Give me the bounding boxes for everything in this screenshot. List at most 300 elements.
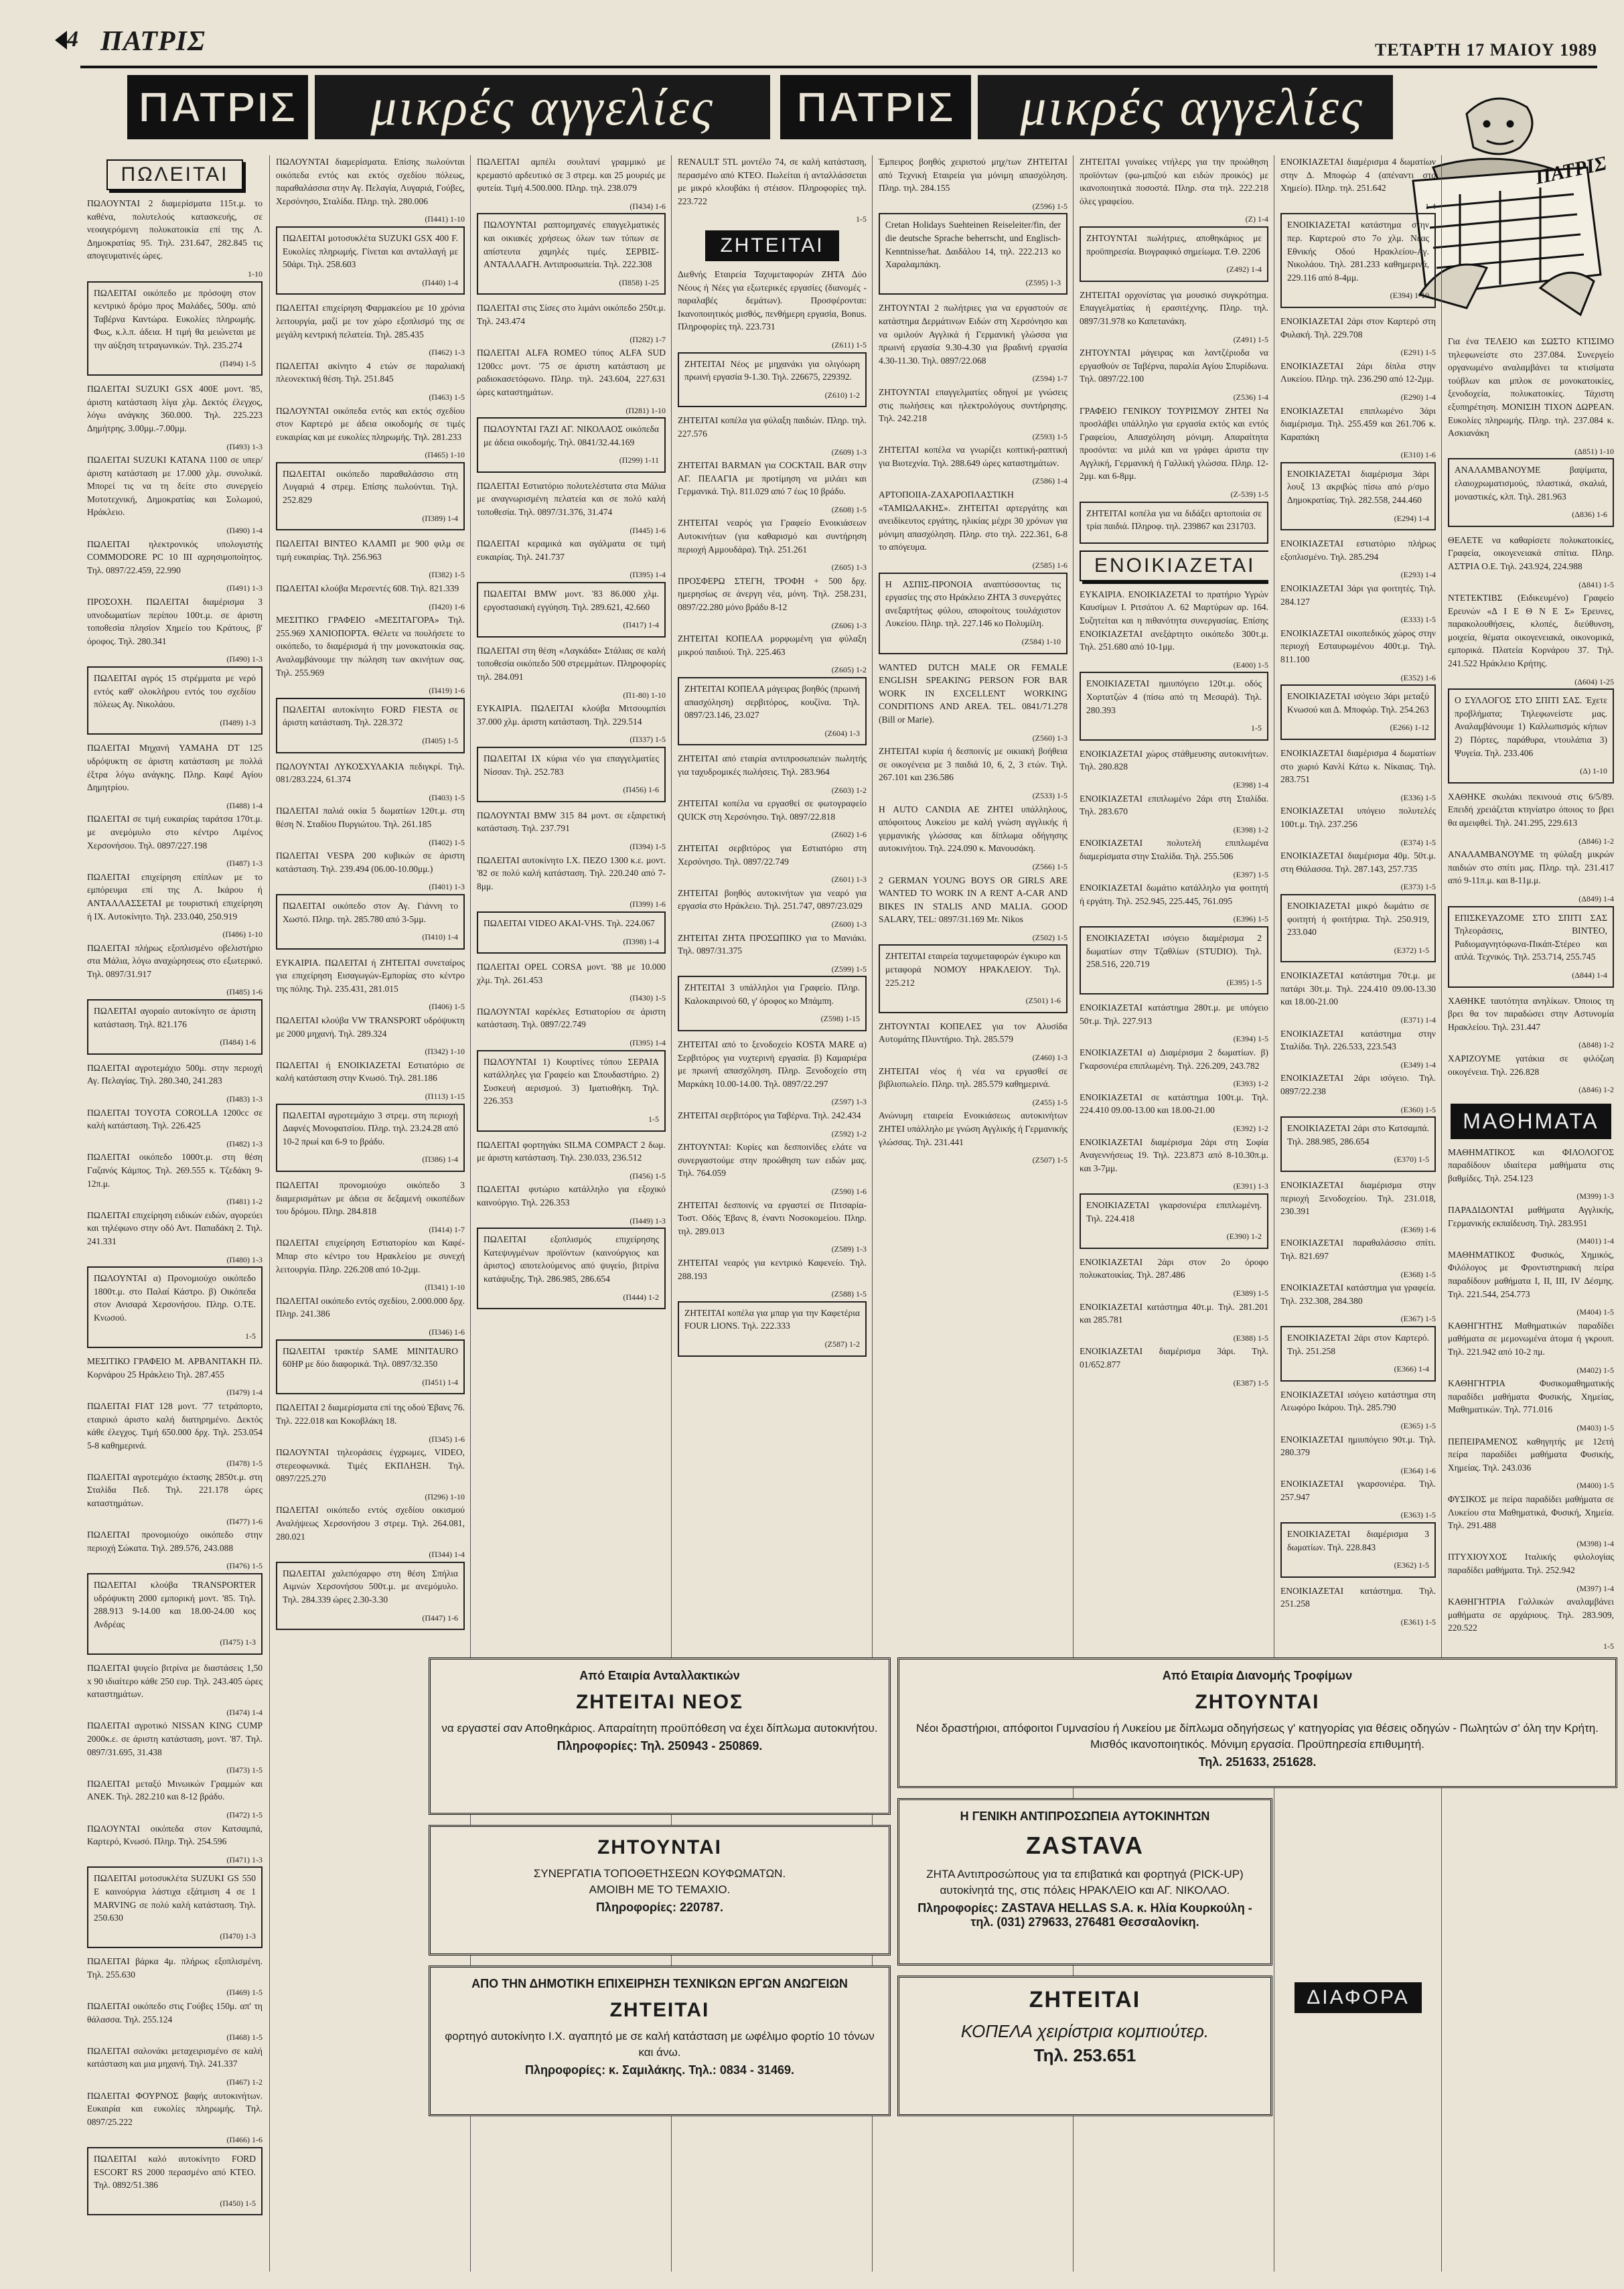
classified-ad — [1280, 627, 1436, 684]
classified-ad-text: ΕΝΟΙΚΙΑΖΕΤΑΙ μικρό δωμάτιο σε φοιτητή ή φοιτήτρια. Τηλ. 250.919, 233.040 — [1287, 900, 1429, 938]
ad-antallaktika: Από Εταιρία Ανταλλακτικών ΖΗΤΕΙΤΑΙ ΝΕΟΣ να εργαστεί σαν Αποθηκάριος. Απαραίτητη προϋπόθεση να έχει δίπλωμα αυτοκινήτου. Πληροφορίες: Τηλ. 250943 - 250869. — [429, 1657, 891, 1815]
classified-ad-code: (Π450) 1-5 — [220, 2198, 256, 2208]
classified-ad — [1280, 1477, 1436, 1522]
classified-ad — [1280, 1388, 1436, 1433]
classified-ad — [1448, 790, 1614, 848]
classified-ad-code: (Ε400) 1-5 — [1233, 660, 1268, 670]
classified-ad-text: ΕΝΟΙΚΙΑΖΕΤΑΙ υπόγειο πολυτελές 100τ.μ. Τηλ. 237.256 — [1280, 806, 1436, 829]
classified-ad-text: ΠΩΛΟΥΝΤΑΙ α) Προνομιούχο οικόπεδο 1800τ.μ. στο Παλαί Κάστρο. β) Οικόπεδα στον Ανισαρά Χερσονήσου. Πληρ. Ο.ΤΕ. Κνωσού. — [94, 1273, 256, 1323]
classified-ad-text: ΠΩΛΕΙΤΑΙ μοτοσυκλέτα SUZUKI GS 550 E καινούργια λάστιχα εξάτμιση 4 σε 1 MARVING σε πολύ καλή κατάσταση. Τηλ. 250.630 — [94, 1873, 256, 1923]
classified-ad-text: ΕΝΟΙΚΙΑΖΕΤΑΙ παραθαλάσσιο σπίτι. Τηλ. 821.697 — [1280, 1238, 1436, 1261]
classified-ad-text: ΕΝΟΙΚΙΑΖΕΤΑΙ επιπλωμένο 3άρι διαμέρισμα. Τηλ. 255.459 και 261.706 κ. Καραπάκη — [1280, 405, 1436, 442]
classified-ad-text: ΜΑΘΗΜΑΤΙΚΟΣ Φυσικός, Χημικός, Φιλόλογος με Φροντιστηριακή πείρα παραδίδουν μαθήματα I, II, III, IV Δέσμης. Τηλ. 221.544, 254.773 — [1448, 1249, 1614, 1299]
classified-ad — [477, 809, 666, 854]
classified-ad-code: (Z599) 1-5 — [831, 964, 867, 974]
classified-ad-code: (Ε293) 1-4 — [1400, 570, 1436, 580]
classified-ad-text: ΠΩΛΕΙΤΑΙ προνομιούχο οικόπεδο 3 διαμερισμάτων με άδεια σε δεξαμενή οικοπέδων του δρόμου. Πληρ. 284.818 — [276, 1180, 465, 1217]
classified-ad-code: (Π493) 1-3 — [226, 441, 263, 451]
classified-ad — [1080, 926, 1268, 994]
classified-ad-text: ΕΝΟΙΚΙΑΖΕΤΑΙ 3άρι για φοιτητές. Τηλ. 284.127 — [1280, 583, 1436, 607]
classified-ad-text: ΖΗΤΕΙΤΑΙ ΖΗΤΑ ΠΡΟΣΩΠΙΚΟ για το Μανιάκι. Τηλ. 0897/31.375 — [678, 932, 867, 956]
classified-ad — [276, 1295, 465, 1339]
column-zitountai-1 — [678, 155, 867, 1363]
classified-ad-text: ΠΩΛΕΙΤΑΙ κεραμικά και αγάλματα σε τιμή ευκαιρίας. Τηλ. 241.737 — [477, 538, 666, 562]
classified-ad-text: ΠΩΛΕΙΤΑΙ σε τιμή ευκαιρίας ταράτσα 170τ.μ. με ανεμόμυλο στο κέντρο Λιμένος Χερσονήσου. Τηλ. 0897/227.198 — [87, 814, 263, 851]
classified-ad-text: ΠΩΛΕΙΤΑΙ ή ΕΝΟΙΚΙΑΖΕΤΑΙ Εστιατόριο σε καλή κατάσταση στην Κνωσό. Τηλ. 281.186 — [276, 1059, 465, 1084]
classified-ad-code: (Z605) 1-3 — [831, 563, 867, 573]
classified-ad-text: ΕΝΟΙΚΙΑΖΕΤΑΙ διαμέρισμα 4 δωματίων στο χωριό Κανλί Κάτω κ. Νίκαιας. Τηλ. 283.751 — [1280, 747, 1436, 785]
classified-ad-text: ΕΝΟΙΚΙΑΖΕΤΑΙ 2άρι στον 2ο όροφο πολυκατοικίας. Τηλ. 287.486 — [1080, 1256, 1268, 1280]
classified-ad-code: (Π467) 1-2 — [226, 2077, 263, 2087]
classified-ad-text: ΠΩΛΕΙΤΑΙ BINTEO ΚΛΑΜΠ με 900 φιλμ σε τιμή ευκαιρίας. Τηλ. 256.963 — [276, 538, 465, 562]
classified-ad-code: (Z588) 1-5 — [831, 1289, 867, 1299]
classified-ad-code: (Z501) 1-6 — [1025, 996, 1061, 1006]
classified-ad-code: (Ε368) 1-5 — [1400, 1269, 1436, 1279]
column-diafora-mathimata — [1448, 335, 1614, 1653]
ad-koufomata: ΖΗΤΟΥΝΤΑΙ ΣΥΝΕΡΓΑΤΙΑ ΤΟΠΟΘΕΤΗΣΕΩΝ ΚΟΥΦΩΜΑΤΩΝ. ΑΜΟΙΒΗ ΜΕ ΤΟ ΤΕΜΑΧΙΟ. Πληροφορίες: 220787. — [429, 1825, 891, 1955]
classified-ad — [477, 479, 666, 537]
classified-ad — [276, 155, 465, 226]
classified-ad-text: ΖΗΤΕΙΤΑΙ Νέος με μηχανάκι για ολιγόωρη πρωινή εργασία 9-1.30. Τηλ. 226675, 229392. — [684, 358, 860, 382]
classified-ad-code: (Ε352) 1-6 — [1400, 672, 1436, 682]
classified-ad — [87, 1866, 263, 1948]
classified-ad — [678, 842, 867, 887]
classified-ad-text: ΕΝΟΙΚΙΑΖΕΤΑΙ επιπλωμένο 2άρι στη Σταλίδα. Τηλ. 283.670 — [1080, 793, 1268, 817]
classified-ad-text: ΠΩΛΟΥΝΤΑΙ 2 διαμερίσματα 115τ.μ. το καθένα, πολυτελούς κατασκευής, σε νεοαγερόμενη πολυκατοικία επί της Λ. Δημοκρατίας 95. Τηλ. 231.647, 282.845 τις απογευματινές ώρες. — [87, 198, 263, 261]
classified-ad-text: ΕΝΟΙΚΙΑΖΕΤΑΙ 2άρι στο Κατσαμπά. Τηλ. 288.985, 286.654 — [1287, 1123, 1429, 1147]
classified-ad-code: (Δ) 1-10 — [1580, 766, 1607, 776]
classified-ad-code: (Δ836) 1-6 — [1572, 510, 1607, 520]
classified-ad — [1280, 804, 1436, 849]
classified-ad-code: (Z589) 1-3 — [831, 1244, 867, 1254]
classified-ad-text: ΖΗΤΟΥΝΤΑΙ: Κυρίες και δεσποινίδες ελάτε να συνεργαστούμε στην προώθηση των ειδών μας. Τηλ. 764.059 — [678, 1142, 867, 1179]
classified-ad — [276, 1446, 465, 1503]
classified-ad-code: (Π456) 1-5 — [630, 1171, 666, 1181]
classified-ad-code: (Z602) 1-6 — [831, 830, 867, 840]
classified-ad-code: (Z594) 1-7 — [1032, 374, 1067, 384]
classified-ad-text: ΖΗΤΕΙΤΑΙ ΚΟΠΕΛΑ μορφωμένη για φύλαξη μικρού παιδιού. Τηλ. 225.463 — [678, 634, 867, 657]
classified-ad-text: ΕΝΟΙΚΙΑΖΕΤΑΙ ημιυπόγειο 120τ.μ. οδός Χορτατζών 4 (πίσω από τη Μεσαρά). Τηλ. 280.393 — [1086, 678, 1262, 715]
classified-ad-text: ΠΤΥΧΙΟΥΧΟΣ Ιταλικής φιλολογίας παραδίδει μαθήματα. Τηλ. 252.942 — [1448, 1552, 1614, 1575]
classified-ad-text: ΕΝΟΙΚΙΑΖΕΤΑΙ διαμέρισμα 3άρι. Τηλ. 01/652.877 — [1080, 1346, 1268, 1370]
classified-ad-text: ΠΩΛΕΙΤΑΙ χαλεπόχαρφο στη θέση Σπήλια Αιμνών Χερσονήσου 500τ.μ. με ανεμόμυλο. Τηλ. 284.339 ώρες 2.30-3.30 — [283, 1568, 458, 1605]
classified-ad-code: (Π414) 1-7 — [429, 1224, 465, 1234]
classified-ad-code: (Π405) 1-5 — [422, 735, 458, 745]
classified-ad-text: ΕΝΟΙΚΙΑΖΕΤΑΙ ισόγειο 3άρι μεταξύ Κνωσού και Δ. Μποφώρ. Τηλ. 254.263 — [1287, 691, 1429, 715]
classified-ad-text: ΠΩΛΕΙΤΑΙ επιχείρηση Εστιατορίου και Καφέ-Μπαρ στο κέντρο του Ηρακλείου με συνεχή λειτουργία. Πληρ. 226.208 από 10-2μμ. — [276, 1238, 465, 1274]
classified-ad-text: ΖΗΤΕΙΤΑΙ κοπέλα να γνωρίζει κοπτική-ραπτική για Βιοτεχνία. Τηλ. 288.649 ώρες καταστημάτων. — [879, 445, 1067, 468]
classified-ad-text: ΠΩΛΕΙΤΑΙ αμπέλι σουλτανί γραμμικό με κρεμαστό αρδευτικό σε 3 στρεμ. και 25 μουριές με φυτεία. Τιμή 4.500.000. Πληρ. τηλ. 238.079 — [477, 157, 666, 194]
classified-ad-text: ΠΩΛΟΥΝΤΑΙ 1) Κουρτίνες τύπου ΣΕΡΑΙΑ κατάλληλες για Γραφείο και Σπουδαστήριο. 2) Συσκευή αερισμού. 3) Ιματιοθήκη. Τηλ. 226.353 — [484, 1056, 659, 1106]
classified-ad-code: (Π337) 1-5 — [630, 735, 666, 745]
classified-ad-text: ΠΩΛΕΙΤΑΙ OPEL CORSA μοντ. '88 με 10.000 χλμ. Τηλ. 261.453 — [477, 962, 666, 985]
classified-ad-text: ΕΝΟΙΚΙΑΖΕΤΑΙ σε κατάστημα 100τ.μ. Τηλ. 224.410 09.00-13.00 και 18.00-21.00 — [1080, 1092, 1268, 1116]
classified-ad-text: ΠΡΟΣΟΧΗ. ΠΩΛΕΙΤΑΙ διαμέρισμα 3 υπνοδωματίων περίπου 100τ.μ. σε άριστη τοποθεσία πλησίον Χημείο του Κράτους, β' όροφος. Τηλ. 280.341 — [87, 597, 263, 646]
classified-ad-text: ΠΩΛΕΙΤΑΙ κλούβα TRANSPORTER υδρόψυκτη 2000 εμπορική μοντ. '85. Τηλ. 288.913 9-14.00 και 18.00-24.00 κος Ανδρέας — [94, 1580, 256, 1629]
classified-ad-code: (Π296) 1-10 — [425, 1491, 465, 1501]
classified-ad-text: ΕΝΟΙΚΙΑΖΕΤΑΙ διαμέρισμα στην περιοχή Ξενοδοχείου. Τηλ. 231.018, 230.391 — [1280, 1180, 1436, 1217]
classified-ad — [87, 741, 263, 812]
banner-logo-right: ΠΑΤΡΙΣ — [780, 75, 971, 139]
classified-ad-text: ΖΗΤΟΥΝΤΑΙ μάγειρας και λαντζέριοδα να εργασθούν σε Ταβέρνα, παραλία Αγίου Σπυρίδωνα. Τηλ. 0897/22.100 — [1080, 348, 1268, 384]
classified-ad-code: (Π485) 1-6 — [226, 987, 263, 997]
classified-ad-text: ΦΥΣΙΚΟΣ με πείρα παραδίδει μαθήματα σε Λυκείου στα Μαθηματικά, Φυσική, Χημεία. Τηλ. 291.488 — [1448, 1493, 1614, 1531]
classified-ad-text: ΕΝΟΙΚΙΑΖΕΤΑΙ διαμέρισμα 3άρι λουξ 13 ακριβώς πίσω από ρ/σμο Δημοκρατίας. Τηλ. 282.558, 244.460 — [1287, 468, 1429, 506]
classified-ad — [276, 360, 465, 404]
classified-ad — [1448, 906, 1614, 988]
classified-ad — [477, 702, 666, 747]
classified-ad-text: ΠΩΛΕΙΤΑΙ αγροτεμάχιο έκτασης 2850τ.μ. στη Σταλίδα Πεδ. Τηλ. 221.178 ώρες καταστημάτων. — [87, 1471, 263, 1509]
svg-text:ΠΑΤΡΙΣ: ΠΑΤΡΙΣ — [1533, 152, 1609, 189]
classified-ad-text: ΖΗΤΕΙΤΑΙ ΚΟΠΕΛΑ μάγειρας βοηθός (πρωινή απασχόληση) σερβιτόρος, κουζίνα. Τηλ. 0897/23.146, 23.027 — [684, 684, 860, 721]
classified-ad — [477, 1005, 666, 1050]
classified-ad-text: ΑΡΤΟΠΟΙΙΑ-ΖΑΧΑΡΟΠΛΑΣΤΙΚΗ «ΤΑΜΙΩΛΑΚΗΣ». ΖΗΤΕΙΤΑΙ αρτεργάτης και ανειδίκευτος εργάτης, ηλικίας μέχρι 30 χρόνων για μόνιμη απασχόληση. Πληρ. στο τηλ. 222.361, 6-8 το απόγευμα. — [879, 490, 1067, 552]
classified-ad-code: (Π466) 1-6 — [226, 2135, 263, 2145]
classified-ad-code: (Π399) 1-6 — [630, 899, 666, 909]
classified-ad — [87, 1106, 263, 1151]
classified-ad-text: ΠΩΛΕΙΤΑΙ στις Σίσες στο λιμάνι οικόπεδο 250τ.μ. Τηλ. 243.474 — [477, 303, 666, 326]
classified-ad-text: ΠΩΛΕΙΤΑΙ καλό αυτοκίνητο FORD ESCORT RS 2000 περασμένο από ΚΤΕΟ. Τηλ. 0892/51.386 — [94, 2154, 256, 2191]
classified-ad — [678, 976, 867, 1031]
classified-ad-code: (Z593) 1-5 — [1032, 431, 1067, 441]
classified-ad-text: ΖΗΤΕΙΤΑΙ BARMAN για COCKTAIL BAR στην ΑΓ. ΠΕΛΑΓΙΑ με προτίμηση να μιλάει και Γερμανικά. Τηλ. 811.029 από 7 έως 10 βράδυ. — [678, 460, 867, 497]
classified-ad-code: (Ε392) 1-2 — [1233, 1124, 1268, 1134]
classified-ad-code: (Ε366) 1-4 — [1394, 1364, 1429, 1374]
classified-ad-text: ΠΩΛΟΥΝΤΑΙ ΓΑΖΙ ΑΓ. ΝΙΚΟΛΑΟΣ οικόπεδα με άδεια οικοδομής. Τηλ. 0841/32.44.169 — [484, 424, 659, 447]
classified-ad-code: (Π447) 1-6 — [422, 1613, 458, 1623]
classified-ad — [477, 301, 666, 346]
classified-ad-code: (Π476) 1-5 — [226, 1561, 263, 1571]
classified-ad — [1080, 1046, 1268, 1091]
classified-ad-text: ΖΗΤΕΙΤΑΙ κοπέλα για φύλαξη παιδιών. Πληρ. τηλ. 227.576 — [678, 415, 867, 439]
classified-ad-text: ΠΩΛΕΙΤΑΙ αγροτεμάχιο 500μ. στην περιοχή Αγ. Πελαγίας. Τηλ. 280.340, 241.283 — [87, 1062, 263, 1086]
classified-ad-code: (Z566) 1-5 — [1032, 861, 1067, 871]
classified-ad — [678, 632, 867, 677]
classified-ad-code: (Ε397) 1-5 — [1233, 869, 1268, 879]
classified-ad — [1280, 1281, 1436, 1326]
classified-ad-code: (Π282) 1-7 — [630, 334, 666, 344]
classified-ad-text: Η AUTO CANDIA AE ZHTEI υπάλληλους, απόφοιτους Λυκείου με καλή γνώση αγγλικής ή γερμανικής γλώσσας και δίπλωμα οδήγησης αυτοκινήτου. Τηλ. 224.090 κ. Μανουσάκη. — [879, 804, 1067, 854]
classified-ad-text: ΖΗΤΕΙΤΑΙ νεαρός για κεντρικό Καφενείο. Τηλ. 288.193 — [678, 1257, 867, 1281]
classified-ad-code: (Π471) 1-3 — [226, 1854, 263, 1864]
classified-ad-text: ΚΑΘΗΓΗΤΗΣ Μαθηματικών παραδίδει μαθήματα σε μεμονωμένα άτομα ή γκρουπ. Τηλ. 221.942 από 10-2 πμ. — [1448, 1320, 1614, 1357]
classified-ad-text: ΕΝΟΙΚΙΑΖΕΤΑΙ γκαρσονιέρα επιπλωμένη. Τηλ. 224.418 — [1086, 1200, 1262, 1224]
classified-ad — [276, 1179, 465, 1236]
classified-ad-code: (Μ397) 1-4 — [1576, 1583, 1614, 1593]
classified-ad — [1280, 360, 1436, 404]
classified-ad — [678, 414, 867, 459]
classified-ad-text: ΕΥΚΑΙΡΙΑ. ΠΩΛΕΙΤΑΙ ή ΖΗΤΕΙΤΑΙ συνεταίρος για επιχείρηση Εισαγωγών-Εμπορίας στο κέντρο της πόλης. Τηλ. 235.431, 281.015 — [276, 957, 465, 994]
classified-ad — [87, 1471, 263, 1528]
classified-ad-text: ΕΝΟΙΚΙΑΖΕΤΑΙ κατάστημα 70τ.μ. με πατάρι 30τ.μ. Τηλ. 224.410 09.00-13.30 και 18.00-21.00 — [1280, 970, 1436, 1007]
classified-ad — [678, 575, 867, 632]
classified-ad-code: (Z608) 1-5 — [831, 504, 867, 514]
classified-ad — [678, 1140, 867, 1198]
classified-ad — [477, 213, 666, 295]
classified-ad — [1448, 1248, 1614, 1319]
classified-ad-text: ΠΩΛΕΙΤΑΙ SUZUKI KATANA 1100 σε υπερ/άριστη κατάσταση με 17.000 χλμ. συνολικά. Μπορεί τις να τη δείτε στο συνεργείο Μοτοτεχνική, Δημοκρατίας και Σολωμού, Ηράκλειο. — [87, 455, 263, 518]
classified-ad-text: ΠΩΛΕΙΤΑΙ τρακτέρ SAME MINITAURO 60HP με δύο διαφορικά. Τηλ. 0897/32.350 — [283, 1345, 458, 1370]
classified-ad — [879, 488, 1067, 573]
classified-ad-text: ΑΝΑΛΑΜΒΑΝΟΥΜΕ τη φύλαξη μικρών παιδιών στο σπίτι μας. Πληρ. τηλ. 231.417 από 9-11π.μ. και 8-11μ.μ. — [1448, 849, 1614, 886]
classified-ad-code: (Π473) 1-5 — [226, 1765, 263, 1775]
classified-ad-code: (Ε333) 1-5 — [1400, 615, 1436, 625]
classified-ad — [87, 1822, 263, 1867]
classified-ad-text: ΠΩΛΕΙΤΑΙ φορτηγάκι SILMA COMPACT 2 δωμ. με άριστη κατάσταση. Τηλ. 230.033, 236.512 — [477, 1139, 666, 1163]
classified-ad — [1280, 213, 1436, 308]
classified-ad-code: 1-5 — [1603, 1641, 1614, 1651]
classified-ad-code: (Μ404) 1-5 — [1576, 1307, 1614, 1317]
classified-ad — [477, 155, 666, 213]
ad-zastava: Η ΓΕΝΙΚΗ ΑΝΤΙΠΡΟΣΩΠΕΙΑ ΑΥΤΟΚΙΝΗΤΩΝ ZASTAVA ΖΗΤΑ Αντιπροσώπους για τα επιβατικά και φορτηγά (PICK-UP) αυτοκίνητά της, στις πόλεις ΗΡΑΚΛΕΙΟ και ΑΓ. ΝΙΚΟΛΑΟ. Πληροφορίες: ZASTAVA HELLAS S.A. κ. Ηλία Κουρκούλη - τηλ. (031) 279633, 276481 Θεσσαλονίκη. — [897, 1798, 1272, 1966]
classified-ad — [1080, 881, 1268, 926]
classified-ad-code: (Z606) 1-3 — [831, 620, 867, 630]
column-enoikiazetai — [1280, 155, 1436, 1629]
classified-ad-text: ΜΕΣΙΤΙΚΟ ΓΡΑΦΕΙΟ Μ. ΑΡΒΑΝΙΤΑΚΗ Πλ. Κορνάρου 25 Ηράκλειο Τηλ. 287.455 — [87, 1356, 263, 1380]
classified-ad-text: ΖΗΤΕΙΤΑΙ 3 υπάλληλοι για Γραφείο. Πληρ. Καλοκαιρινού 60, γ' όροφος κο Μπάμπη. — [684, 982, 860, 1006]
classified-ad-code: (Z536) 1-4 — [1233, 392, 1268, 402]
classified-ad-code: (Ε396) 1-5 — [1233, 914, 1268, 924]
page-arrow-icon — [55, 31, 67, 50]
classified-ad-text: ΠΩΛΕΙΤΑΙ SUZUKI GSX 400E μοντ. '85, άριστη κατάσταση λίγα χλμ. Δεκτός έλεγχος, λόγω ανάγκης 360.000. Τηλ. 225.223 Δημήτρης. 3.00μμ.-7.00μμ. — [87, 384, 263, 433]
classified-ad — [879, 944, 1067, 1013]
classified-ad-code: (Ε371) 1-4 — [1400, 1015, 1436, 1025]
classified-ad-text: ΚΑΘΗΓΗΤΡΙΑ Φυσικομαθηματικής παραδίδει μαθήματα Φυσικής, Χημείας, Μαθηματικών. Τηλ. 771.016 — [1448, 1378, 1614, 1415]
classified-ad-code: (Π489) 1-3 — [220, 717, 256, 727]
classified-ad-code: (Ε360) 1-5 — [1400, 1104, 1436, 1114]
classified-ad — [87, 1777, 263, 1822]
classified-ad — [1280, 537, 1436, 582]
classified-ad-code: 1-5 — [648, 1114, 659, 1124]
classified-ad — [1280, 1326, 1436, 1382]
classified-ad-text: ΕΝΟΙΚΙΑΖΕΤΑΙ κατάστημα στην Σταλίδα. Τηλ. 226.533, 223.543 — [1280, 1028, 1436, 1052]
classified-ad-text: ΠΩΛΕΙΤΑΙ αυτοκίνητο Ι.Χ. ΠΕΖΟ 1300 κ.ε. μοντ. '82 σε πολύ καλή κατάσταση. Τηλ. 220.240 από 7-8μμ. — [477, 855, 666, 891]
classified-ad-text: ΠΩΛΕΙΤΑΙ 2 διαμερίσματα επί της οδού Έβανς 76. Τηλ. 222.018 και Κοκοβλάκη 18. — [276, 1402, 465, 1426]
classified-ad-text: ΠΩΛΟΥΝΤΑΙ ραπτομηχανές επαγγελματικές και οικιακές χρήσεως όλων των τύπων σε απίστευτα χαμηλές τιμές. ΣΕΡΒΙΣ-ΑΝΤΑΛΛΑΓΗ. Αντιπροσωπεία. Τηλ. 222.308 — [484, 220, 659, 270]
classified-ad-code: (Z611) 1-5 — [832, 340, 867, 350]
classified-ad-text: ΕΝΟΙΚΙΑΖΕΤΑΙ γκαρσονιέρα. Τηλ. 257.947 — [1280, 1479, 1436, 1502]
classified-ad-text: ΑΝΑΛΑΜΒΑΝΟΥΜΕ βαψίματα, ελαιοχρωματισμούς, πλαστικά, σκαλιά, μοναστικές, κλπ. Τηλ. 281.963 — [1455, 465, 1607, 502]
classified-ad — [87, 1266, 263, 1348]
classified-ad-text: ΕΝΟΙΚΙΑΖΕΤΑΙ 2άρι στον Καρτερό στη Φυλακή. Τηλ. 229.708 — [1280, 315, 1436, 340]
classified-ad-text: ΝΤΕΤΕΚΤΙΒΣ (Ειδικευμένο) Γραφείο Ερευνών «Δ Ι Ε Θ Ν Ε Σ» Έρευνες, παρακολουθήσεις, κλοπές, διεύθυνση, μοιχεία, θέματα οικογενειακά, οικονομικά, εμπορικά. Πλατεία Κορνάρου 37. Τηλ. 241.522 Ηράκλειο Κρήτης. — [1448, 593, 1614, 669]
classified-ad-text: ΕΝΟΙΚΙΑΖΕΤΑΙ διαμέρισμα 3 δωματίων. Τηλ. 228.843 — [1287, 1529, 1429, 1552]
classified-ad-code: (Ε336) 1-5 — [1400, 792, 1436, 802]
classified-ad-text: ΠΩΛΕΙΤΑΙ TOYOTA COROLLA 1200cc σε καλή κατάσταση. Τηλ. 226.425 — [87, 1107, 263, 1131]
classified-ad-code: (Ε290) 1-4 — [1400, 392, 1436, 402]
classified-ad — [1080, 836, 1268, 881]
classified-ad-text: ΖΗΤΕΙΤΑΙ κοπέλα για μπαρ για την Καφετέρια FOUR LIONS. Τηλ. 222.333 — [684, 1307, 860, 1331]
classified-ad-code: (Z492) 1-4 — [1226, 265, 1262, 275]
classified-ad-code: 1-10 — [248, 269, 263, 279]
classified-ad-code: (Δ846) 1-2 — [1578, 1085, 1614, 1095]
classified-ad-text: ΧΑΡΙΖΟΥΜΕ γατάκια σε φιλόζωη οικογένεια. Τηλ. 226.828 — [1448, 1053, 1614, 1077]
classified-ad — [1448, 688, 1614, 784]
classified-ad — [477, 1228, 666, 1309]
classified-ad-text: ΕΝΟΙΚΙΑΖΕΤΑΙ κατάστημα για γραφεία. Τηλ. 232.308, 284.380 — [1280, 1282, 1436, 1306]
classified-ad-text: Έμπειρος βοηθός χειριστού μηχ/των ΖΗΤΕΙΤΑΙ από Τεχνική Εταιρεία για μόνιμη απασχόληση. Πληρ. τηλ. 284.155 — [879, 157, 1067, 194]
classified-ad-code: (Ε364) 1-6 — [1400, 1465, 1436, 1475]
classified-ad — [1280, 404, 1436, 462]
classified-ad — [879, 803, 1067, 874]
page-number: 4 — [67, 27, 78, 52]
classified-ad-code: (Π494) 1-5 — [220, 358, 256, 368]
classified-ad — [477, 417, 666, 473]
classified-ad-code: (Π474) 1-4 — [226, 1707, 263, 1717]
classified-ad — [1080, 502, 1268, 544]
classified-ad-code: (Ε390) 1-2 — [1226, 1232, 1262, 1242]
issue-date: ΤΕΤΑΡΤΗ 17 ΜΑΙΟΥ 1989 — [1375, 40, 1597, 60]
classified-ad — [276, 849, 465, 894]
classified-ad-code: (Π490) 1-3 — [226, 654, 263, 664]
classified-ad — [1448, 1319, 1614, 1377]
classifieds-banner — [127, 75, 1467, 139]
classified-ad — [1280, 1027, 1436, 1072]
classified-ad — [477, 644, 666, 702]
classified-ad — [276, 698, 465, 753]
classified-ad — [87, 595, 263, 666]
classified-ad-text: ΠΩΛΕΙΤΑΙ επιχείρηση επίπλων με το εμπόρευμα επί της Λ. Ικάρου ή ΑΝΤΑΛΛΑΣΣΕΤΑΙ με τουριστική επιχείρηση ή ΙΧ. Αυτοκίνητο. Τηλ. 233.040, 250.919 — [87, 871, 263, 921]
classified-ad-code: (Π491) 1-3 — [226, 583, 263, 593]
classified-ad — [477, 911, 666, 954]
classified-ad-text: ΕΝΟΙΚΙΑΖΕΤΑΙ κατάστημα. Τηλ. 251.258 — [1280, 1585, 1436, 1609]
classified-ad-text: ΧΑΘΗΚΕ ταυτότητα ανηλίκων. Όποιος τη βρει θα τον παραδώσει στην Αστυνομία Ηρακλείου. Τηλ. 231.447 — [1448, 995, 1614, 1032]
classified-ad-text: Ανώνυμη εταιρεία Ενοικιάσεως αυτοκινήτων ΖΗΤΕΙ υπάλληλο με γνώση Αγγλικής ή Γερμανικής γλώσσας. Τηλ. 231.441 — [879, 1110, 1067, 1147]
classified-ad — [879, 573, 1067, 654]
classified-ad-code: (Π434) 1-6 — [630, 201, 666, 211]
classified-ad — [87, 382, 263, 453]
classified-ad — [1280, 1179, 1436, 1236]
classified-ad-code: (Π419) 1-6 — [429, 686, 465, 696]
classified-ad — [87, 1151, 263, 1208]
classified-ad — [87, 1400, 263, 1471]
classified-ad-code: (Π113) 1-15 — [425, 1092, 465, 1102]
classified-ad — [1280, 1522, 1436, 1578]
classified-ad-code: (Δ841) 1-5 — [1578, 579, 1614, 589]
classified-ad — [1448, 1052, 1614, 1097]
classified-ad-text: ΠΩΛΕΙΤΑΙ οικόπεδο εντός σχεδίου οικισμού Αναλήψεως Χερσονήσου 3 στρεμ. Τηλ. 264.081, 280.021 — [276, 1505, 465, 1542]
classified-ad — [87, 2000, 263, 2045]
classified-ad — [879, 386, 1067, 443]
classified-ad — [1080, 672, 1268, 740]
classified-ad — [1080, 747, 1268, 792]
column-poleitai-3 — [477, 155, 666, 1316]
column-poleitai-1 — [87, 155, 263, 2222]
classified-ad-code: (Π470) 1-3 — [220, 1931, 256, 1941]
classified-ad-code: (Z585) 1-6 — [1032, 561, 1067, 571]
classified-ad — [678, 887, 867, 932]
classified-ad-text: Cretan Holidays Suehteinen Reiseleiter/fin, der die deutsche Sprache beherrscht, und Englisch-Kenntnisse/hat. Δαιδάλου 14, τηλ. 222.213 κο Χαραλαμπάκη. — [885, 220, 1061, 270]
classified-ad-text: ΕΝΟΙΚΙΑΖΕΤΑΙ διαμέρισμα 2άρι στη Σοφία Αναγεννήσεως 19. Τηλ. 223.873 από 8-10.30π.μ. και 3-7μμ. — [1080, 1136, 1268, 1173]
classified-ad-code: (Ε374) 1-5 — [1400, 837, 1436, 847]
classified-ad — [87, 1528, 263, 1573]
classified-ad-text: ΖΗΤΕΙΤΑΙ νέος ή νέα να εργασθεί σε βιβλιοπωλείο. Πληρ. τηλ. 285.579 καθημερινά. — [879, 1065, 1067, 1090]
classified-ad-code: (Π382) 1-5 — [429, 570, 465, 580]
classified-ad — [276, 1503, 465, 1561]
classified-ad — [276, 404, 465, 462]
classified-ad — [276, 760, 465, 805]
classified-ad — [1280, 1072, 1436, 1116]
classified-ad — [87, 453, 263, 538]
classified-ad-code: (Π420) 1-6 — [429, 601, 465, 611]
classified-ad-code: (Ε394) 1-10 — [1390, 291, 1429, 301]
classified-ad — [87, 1355, 263, 1400]
header-rule — [80, 66, 1597, 68]
classified-ad-text: ΚΑΘΗΓΗΤΡΙΑ Γαλλικών αναλαμβάνει μαθήματα σε αρχάριους. Τηλ. 283.909, 220.522 — [1448, 1597, 1614, 1633]
classified-ad-text: ΠΩΛΕΙΤΑΙ ακίνητο 4 ετών σε παραλιακή πλεονεκτική θέση. Τηλ. 251.845 — [276, 360, 465, 384]
classified-ad-text: ΠΩΛΕΙΤΑΙ BMW μοντ. '83 86.000 χλμ. εργοστασιακή εγγύηση. Τηλ. 289.621, 42.660 — [484, 589, 659, 612]
classified-ad-text: ΖΗΤΟΥΝΤΑΙ ΚΟΠΕΛΕΣ για τον Αλυσίδα Αυτομάτης Πλυντήριο. Τηλ. 285.579 — [879, 1021, 1067, 1045]
classified-ad-code: (Ε369) 1-6 — [1400, 1224, 1436, 1234]
classified-ad-code: (Z586) 1-4 — [1032, 476, 1067, 486]
classified-ad — [276, 1401, 465, 1446]
classified-ad-text: ΠΩΛΟΥΝΤΑΙ BMW 315 84 μοντ. σε εξαιρετική κατάσταση. Τηλ. 237.791 — [477, 810, 666, 834]
classified-ad — [87, 1061, 263, 1106]
classified-ad-code: (Z609) 1-3 — [831, 447, 867, 457]
classified-ad — [1448, 458, 1614, 526]
classified-ad — [276, 1339, 465, 1395]
classified-ad-code: (Δ848) 1-2 — [1578, 1040, 1614, 1050]
classified-ad-text: ΠΩΛΕΙΤΑΙ οικόπεδο εντός σχεδίου, 2.000.000 δρχ. Πληρ. 241.386 — [276, 1295, 465, 1319]
classified-ad-code: 1-5 — [245, 1331, 256, 1341]
paper-name: ΠΑΤΡΙΣ — [100, 26, 206, 57]
classified-ad-text: RENAULT 5TL μοντέλο 74, σε καλή κατάσταση, περασμένο από ΚΤΕΟ. Πωλείται ή ανταλλάσσεται με μικρό κλουβάκι ή στέισον. Πληροφορίες τηλ. 223.722 — [678, 157, 867, 206]
classified-ad — [87, 1955, 263, 2000]
classified-ad-text: ΖΗΤΕΙΤΑΙ δεσποινίς να εργαστεί σε Πιτσαρία-Τοστ. Οδός Έβανς 8, έναντι Νοσοκομείου. Πληρ. τηλ. 289.013 — [678, 1199, 867, 1236]
classified-ad-code: (Ε361) 1-5 — [1400, 1617, 1436, 1627]
classified-ad — [1080, 588, 1268, 672]
classified-ad — [678, 516, 867, 574]
classified-ad-text: ΕΝΟΙΚΙΑΖΕΤΑΙ εστιατόριο πλήρως εξοπλισμένο. Τηλ. 285.294 — [1280, 538, 1436, 562]
section-heading-diafora: ΔΙΑΦΟΡΑ — [1280, 1982, 1436, 2013]
classified-ad-text: Ο ΣΥΛΛΟΓΟΣ ΣΤΟ ΣΠΙΤΙ ΣΑΣ. Έχετε προβλήματα; Τηλεφωνείστε μας. Αναλαμβάνουμε 1) Καλλωπισμός κήπων 2) Πόρτες, παράθυρα, ντουλάπια 3) Ψυγεία. Τηλ. 233.406 — [1455, 695, 1607, 758]
classified-ad-code: (Z605) 1-2 — [831, 665, 867, 675]
classified-ad-code: (Π482) 1-3 — [226, 1138, 263, 1149]
classified-ad-code: (Δ846) 1-2 — [1578, 836, 1614, 846]
classified-ad-code: (Π479) 1-4 — [226, 1388, 263, 1398]
classified-ad-text: ΠΩΛΕΙΤΑΙ επιχείρηση Φαρμακείου με 10 χρόνια λειτουργία, μαζί με τον χώρο εξοπλισμό της σε μεγάλη κεντρική πελατεία. Τηλ. 285.435 — [276, 303, 465, 340]
classified-ad — [87, 871, 263, 942]
classified-ad-text: ΠΩΛΕΙΤΑΙ οικόπεδο στις Γούβες 150μ. απ' τη θάλασσα. Τηλ. 255.124 — [87, 2001, 263, 2024]
classified-ad-text: ΖΗΤΟΥΝΤΑΙ πωλήτριες, αποθηκάριος με προϋπηρεσία. Βιογραφικό σημείωμα. Τ.Θ. 2206 — [1086, 232, 1262, 256]
classified-ad — [276, 462, 465, 530]
section-heading-poleitai: ΠΩΛΕΙΤΑΙ — [87, 159, 263, 190]
classified-ad — [276, 1236, 465, 1294]
classified-ad-code: (Ε395) 1-5 — [1226, 977, 1262, 987]
classified-ad-code: (Π346) 1-6 — [429, 1327, 465, 1337]
banner-logo-left: ΠΑΤΡΙΣ — [127, 75, 308, 139]
classified-ad — [678, 268, 867, 352]
classified-ad-text: ΕΝΟΙΚΙΑΖΕΤΑΙ οικοπεδικός χώρος στην περιοχή Εσταυρωμένου 400τ.μ. Τηλ. 811.100 — [1280, 627, 1436, 664]
classified-ad-text: ΠΩΛΕΙΤΑΙ αγοραίο αυτοκίνητο σε άριστη κατάσταση. Τηλ. 821.176 — [94, 1006, 256, 1029]
classified-ad-text: ΕΝΟΙΚΙΑΖΕΤΑΙ ισόγειο κατάστημα στη Λεωφόρο Ικάρου. Τηλ. 285.790 — [1280, 1389, 1436, 1413]
classified-ad-code: (Z603) 1-2 — [831, 785, 867, 795]
classified-ad — [477, 537, 666, 582]
classified-ad-text: ΕΝΟΙΚΙΑΖΕΤΑΙ α) Διαμέρισμα 2 δωματίων. β) Γκαρσονιέρα επιπλωμένη. Τηλ. 226.209, 243.782 — [1080, 1047, 1268, 1071]
classified-ad — [1448, 1595, 1614, 1653]
classified-ad-text: ΠΩΛΕΙΤΑΙ επιχείρηση ειδικών ειδών, αγορεύει και τηλέφωνο στην οδό Αντ. Παπαδάκη 2. Τηλ. 241.331 — [87, 1209, 263, 1246]
classified-ad-code: (Z533) 1-5 — [1032, 790, 1067, 800]
classified-ad — [1080, 1301, 1268, 1345]
section-heading-mathimata: ΜΑΘΗΜΑΤΑ — [1448, 1104, 1614, 1139]
classified-ad — [1080, 1193, 1268, 1249]
classified-ad — [1080, 1001, 1268, 1046]
classified-ad-text: WANTED DUTCH MALE OR FEMALE ENGLISH SPEAKING PERSON FOR BAR WORK IN EXCELLENT WORKING CONDITIONS AND AREA. TEL. 0841/71.278 (Bill or Marie). — [879, 662, 1067, 725]
classified-ad-code: (Π472) 1-5 — [226, 1810, 263, 1820]
classified-ad — [879, 874, 1067, 945]
classified-ad-code: (Π484) 1-6 — [220, 1037, 256, 1047]
masthead — [0, 0, 1624, 74]
